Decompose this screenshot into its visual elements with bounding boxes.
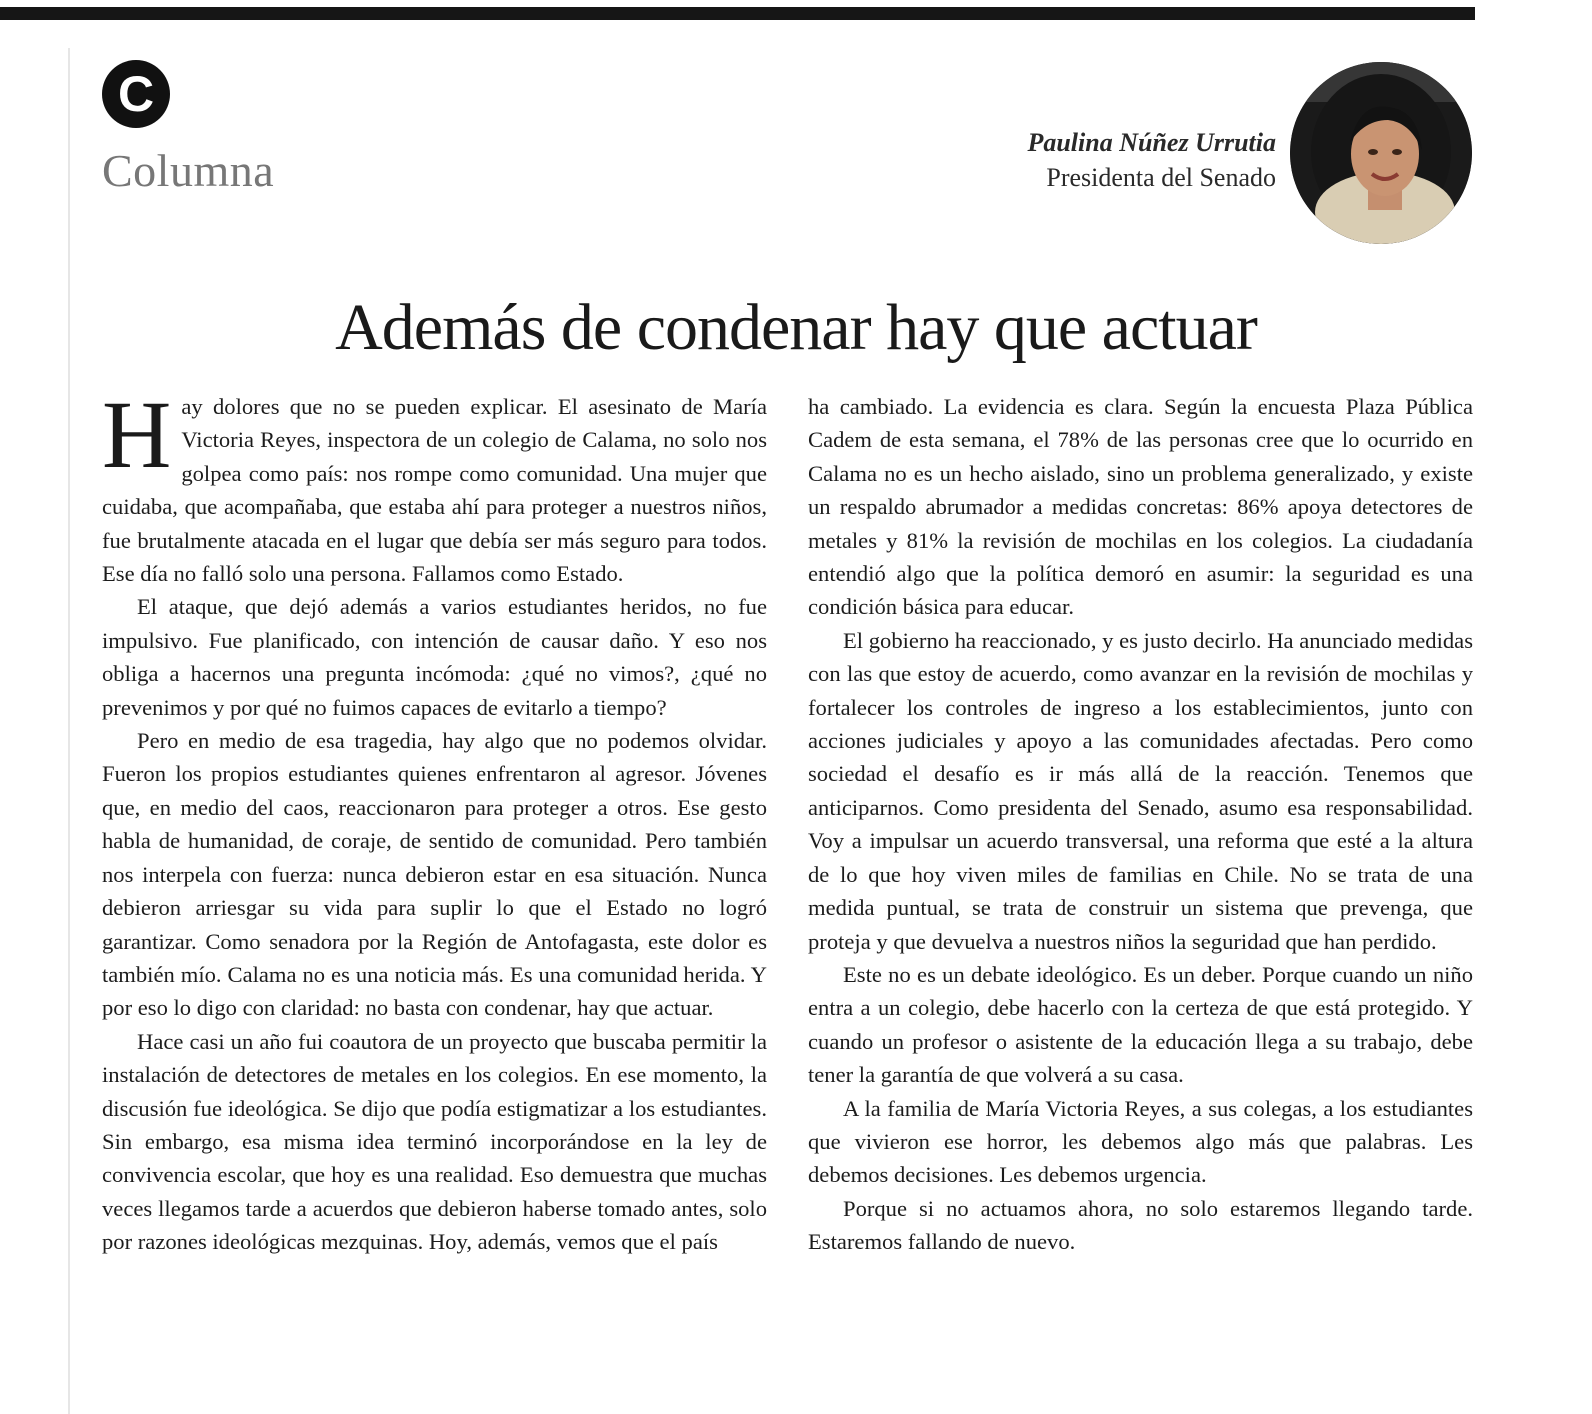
author-photo: [1290, 62, 1472, 244]
author-name: Paulina Núñez Urrutia: [1027, 128, 1276, 157]
author-portrait-icon: [1290, 62, 1472, 244]
article-paragraph: Pero en medio de esa tragedia, hay algo que no podemos olvidar. Fueron los propios estudiantes quienes enfrentaron al agresor. Jóvenes que, en medio del caos, reaccionaron para proteger a otros. Ese gesto habla de humanidad, de coraje, de sentido de comunidad. Pero también nos interpela con fuerza: nunca debieron estar en esa situación. Nunca debieron arriesgar su vida para suplir lo que el Estado no logró garantizar. Como senadora por la Región de Antofagasta, este dolor es también mío. Calama no es una noticia más. Es una comunidad herida. Y por eso lo digo con claridad: no basta con condenar, hay que actuar.: [102, 728, 767, 1021]
article-paragraph: [102, 381, 767, 590]
article-column-right: [808, 390, 1473, 1259]
section-label: Columna: [102, 145, 275, 196]
article-paragraph: El gobierno ha reaccionado, y es justo decirlo. Ha anunciado medidas con las que estoy de acuerdo, como avanzar en la revisión de mochilas y fortalecer los controles de ingreso a los establecimientos, junto con acciones judiciales y apoyo a las comunidades afectadas. Pero como sociedad el desafío es ir más allá de la reacción. Tenemos que anticiparnos. Como presidenta del Senado, asumo esa responsabilidad. Voy a impulsar un acuerdo transversal, una reforma que esté a la altura de lo que hoy viven miles de familias en Chile. No se trata de una medida puntual, se trata de construir un sistema que prevenga, que proteja y que devuelva a nuestros niños la seguridad que han perdido.: [808, 627, 1473, 954]
paragraph-text: ay dolores que no se pueden explicar. El asesinato de María Victoria Reyes, inspectora de un colegio de Calama, no solo nos golpea como país: nos rompe como comunidad. Una mujer que cuidaba, que acompañaba, que estaba ahí para proteger a nuestros niños, fue brutalmente atacada en el lugar que debía ser más seguro para todos. Ese día no falló solo una persona. Fallamos como Estado.: [102, 394, 767, 587]
column-logo-badge: C: [102, 60, 170, 128]
top-rule: [0, 7, 1475, 20]
article-paragraph: ha cambiado. La evidencia es clara. Según la encuesta Plaza Pública Cadem de esta semana, el 78% de las personas cree que lo ocurrido en Calama no es un hecho aislado, sino un problema generalizado, y existe un respaldo abrumador a medidas concretas: 86% apoya detectores de metales y 81% la revisión de mochilas en los colegios. La ciudadanía entendió algo que la política demoró en asumir: la seguridad es una condición básica para educar.: [808, 394, 1473, 620]
article-paragraph: Hace casi un año fui coautora de un proyecto que buscaba permitir la instalación de detectores de metales en los colegios. En ese momento, la discusión fue ideológica. Se dijo que podía estigmatizar a los estudiantes. Sin embargo, esa misma idea terminó incorporándose en la ley de convivencia escolar, que hoy es una realidad. Eso demuestra que muchas veces llegamos tarde a acuerdos que debieron haberse tomado antes, solo por razones ideológicas mezquinas. Hoy, además, vemos que el país: [102, 1028, 767, 1255]
article-paragraph: Este no es un debate ideológico. Es un deber. Porque cuando un niño entra a un colegio, debe hacerlo con la certeza de que está protegido. Y cuando un profesor o asistente de la educación llega a su trabajo, debe tener la garantía de que volverá a su casa.: [808, 961, 1473, 1088]
author-role: Presidenta del Senado: [1046, 163, 1276, 192]
article-column-left: [102, 381, 767, 1259]
article-paragraph: Porque si no actuamos ahora, no solo estaremos llegando tarde. Estaremos fallando de nuevo.: [808, 1195, 1473, 1255]
drop-cap: H: [102, 381, 172, 488]
left-margin-rule: [68, 48, 70, 1414]
article-paragraph: A la familia de María Victoria Reyes, a sus colegas, a los estudiantes que vivieron ese horror, les debemos algo más que palabras. Les debemos decisiones. Les debemos urgencia.: [808, 1095, 1473, 1188]
article-headline: Además de condenar hay que actuar: [335, 291, 1257, 364]
article-paragraph: El ataque, que dejó además a varios estudiantes heridos, no fue impulsivo. Fue planificado, con intención de causar daño. Y eso nos obliga a hacernos una pregunta incómoda: ¿qué no vimos?, ¿qué no prevenimos y por qué no fuimos capaces de evitarlo a tiempo?: [102, 594, 767, 720]
